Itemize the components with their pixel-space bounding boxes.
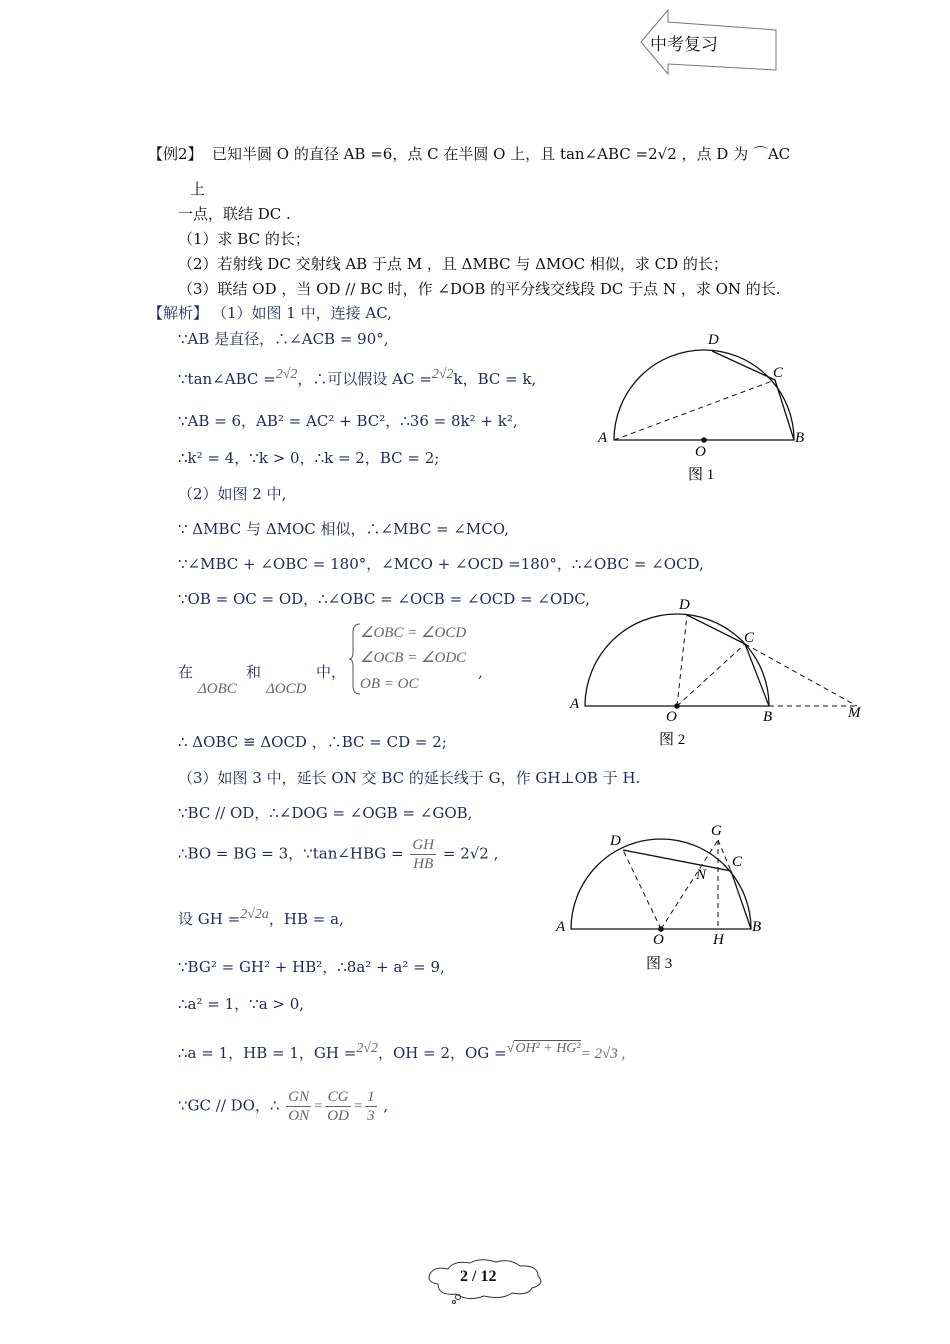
solution-line16a: ∵GC // DO，∴ xyxy=(178,1096,280,1115)
sqrt-term: 2√2 xyxy=(356,1041,378,1056)
fig1-label-c: C xyxy=(773,365,784,381)
fig2-caption: 图 2 xyxy=(659,732,686,748)
solution-step2: （2）如图 2 中, xyxy=(178,485,287,503)
fig3-label-d: D xyxy=(610,833,621,849)
fig3-label-c: C xyxy=(732,854,743,870)
fig3-semicircle xyxy=(571,839,751,929)
solution-step3: （3）如图 3 中，延长 ON 交 BC 的延长线于 G，作 GH⊥OB 于 H. xyxy=(178,769,641,787)
solution-line3: ∵AB = 6，AB² = AC² + BC²，∴36 = 8k² + k², xyxy=(178,412,518,430)
system-eq2: ∠OCB = ∠ODC xyxy=(360,650,467,666)
fig2-label-c: C xyxy=(744,630,755,646)
fig2-label-m: M xyxy=(848,705,861,721)
fig3-gc-line xyxy=(718,840,731,871)
fig2-cm-line xyxy=(745,644,857,706)
numerator: CG xyxy=(325,1088,351,1107)
figure-2 xyxy=(565,595,865,755)
denominator: OD xyxy=(327,1108,349,1124)
gh-value: 2√2a xyxy=(240,907,269,922)
fig1-semicircle xyxy=(614,350,794,440)
solution-line2 xyxy=(178,366,536,388)
sqrt-term: 2√2 xyxy=(431,367,454,382)
solution-line2c: k，BC = k, xyxy=(453,370,537,388)
solution-line12a: 设 GH = xyxy=(178,910,241,928)
solution-line7: ∵OB = OC = OD，∴∠OBC = ∠OCB = ∠OCD = ∠ODC, xyxy=(178,590,591,608)
fig2-label-a: A xyxy=(570,696,580,712)
fig2-semicircle xyxy=(585,614,769,706)
fig3-od-line xyxy=(623,850,661,929)
fig1-ac-line xyxy=(614,380,775,440)
solution-line15c: = 2√3 , xyxy=(580,1046,626,1062)
fig1-label-d: D xyxy=(708,332,719,348)
equals-sign: = xyxy=(352,1098,364,1115)
fig3-label-h: H xyxy=(713,932,724,948)
fig1-caption: 图 1 xyxy=(688,467,715,483)
denominator: HB xyxy=(413,856,434,872)
fraction-gh-hb xyxy=(410,836,436,873)
solution-line12 xyxy=(178,906,344,928)
page-number: 2 / 12 xyxy=(460,1268,497,1285)
sqrt-radicand: OH² + HG² xyxy=(515,1041,581,1056)
problem-line2: 一点，联结 DC . xyxy=(178,205,291,223)
fig3-center-dot xyxy=(658,926,664,932)
numerator: GH xyxy=(412,837,435,853)
equals-sign: = xyxy=(313,1098,324,1115)
numerator: GN xyxy=(288,1089,310,1105)
fraction-cg-od xyxy=(325,1088,351,1125)
header-tag-text: 中考复习 xyxy=(650,35,718,55)
question-3: （3）联结 OD ，当 OD // BC 时，作 ∠DOB 的平分线交线段 DC 于点 N ，求 ON 的长. xyxy=(178,280,781,298)
fig1-label-a: A xyxy=(598,430,608,446)
fraction-gn-on xyxy=(286,1088,311,1125)
solution-step1: （1）如图 1 中，连接 AC, xyxy=(212,304,392,322)
fig2-label-b: B xyxy=(763,709,773,725)
solution-line2b: ，∴可以假设 AC = xyxy=(297,370,432,388)
denominator: ON xyxy=(288,1108,310,1124)
problem-intro-cont: 上 xyxy=(190,180,206,198)
system-and: 和 xyxy=(246,663,262,681)
problem-intro: 已知半圆 O 的直径 AB =6，点 C 在半圆 O 上，且 tan∠ABC =2√2 ，点 D 为 ⌒AC xyxy=(212,145,791,163)
fig2-oc-line xyxy=(677,644,745,706)
system-comma: , xyxy=(478,663,483,681)
system-tri2: ΔOCD xyxy=(266,681,307,697)
fig3-label-b: B xyxy=(752,919,762,935)
solution-line5: ∵ ΔMBC 与 ΔMOC 相似，∴∠MBC = ∠MCO, xyxy=(178,520,509,538)
fig3-caption: 图 3 xyxy=(646,956,673,972)
solution-line16 xyxy=(178,1088,388,1125)
fig2-label-d: D xyxy=(679,597,690,613)
fig3-og-line xyxy=(661,840,718,929)
solution-line12b: ，HB = a, xyxy=(268,910,344,928)
fraction-one-third xyxy=(365,1088,377,1125)
solution-line1: ∵AB 是直径，∴∠ACB = 90°, xyxy=(178,330,389,348)
sqrt-symbol: √ xyxy=(506,1041,515,1056)
problem-label: 【例2】 xyxy=(148,145,203,163)
header-tag xyxy=(638,8,780,76)
solution-line2a: ∵tan∠ABC = xyxy=(178,370,276,388)
numerator: 1 xyxy=(367,1089,375,1105)
question-2: （2）若射线 DC 交射线 AB 于点 M ，且 ΔMBC 与 ΔMOC 相似，求 CD 的长； xyxy=(178,255,728,273)
fig3-label-n: N xyxy=(696,867,707,883)
fig1-label-o: O xyxy=(695,444,706,460)
figure-3 xyxy=(553,820,783,980)
fig2-center-dot xyxy=(674,703,680,709)
fig1-center-dot xyxy=(701,437,707,443)
solution-line14: ∴a² = 1，∵a > 0, xyxy=(178,995,305,1013)
solution-line15a: ∴a = 1，HB = 1，GH = xyxy=(178,1044,357,1062)
system-tri1: ΔOBC xyxy=(198,681,237,697)
system-eq3: OB = OC xyxy=(360,676,419,692)
solution-line4: ∴k² = 4，∵k > 0，∴k = 2，BC = 2; xyxy=(178,449,440,467)
solution-line6: ∵∠MBC + ∠OBC = 180°，∠MCO + ∠OCD =180°，∴∠OBC = ∠OCD, xyxy=(178,555,704,573)
question-1: （1）求 BC 的长； xyxy=(178,230,310,248)
fig3-label-g: G xyxy=(711,823,722,839)
system-mid: 中， xyxy=(316,663,347,681)
fig3-label-a: A xyxy=(556,919,566,935)
figure-1 xyxy=(590,325,820,495)
solution-line11a: ∴BO = BG = 3，∵tan∠HBG = xyxy=(178,844,404,863)
page-number-badge xyxy=(418,1256,548,1306)
solution-line10: ∵BC // OD，∴∠DOG = ∠OGB = ∠GOB, xyxy=(178,804,473,822)
fig3-label-o: O xyxy=(653,932,664,948)
fig1-label-b: B xyxy=(795,430,805,446)
system-in: 在 xyxy=(178,663,194,681)
sqrt-term: 2√2 xyxy=(275,367,298,382)
solution-line16b: , xyxy=(383,1096,389,1115)
solution-line15 xyxy=(178,1040,625,1063)
solution-label: 【解析】 xyxy=(148,304,209,322)
solution-line11 xyxy=(178,836,498,873)
fig2-label-o: O xyxy=(666,709,677,725)
solution-line15b: ，OH = 2，OG = xyxy=(377,1044,507,1062)
solution-line11b: = 2√2 , xyxy=(442,844,499,863)
solution-line9: ∴ ΔOBC ≌ ΔOCD ，∴BC = CD = 2; xyxy=(178,733,447,751)
denominator: 3 xyxy=(367,1108,375,1124)
system-eq1: ∠OBC = ∠OCD xyxy=(360,625,467,641)
solution-line13: ∵BG² = GH² + HB²，∴8a² + a² = 9, xyxy=(178,958,445,976)
fig2-od-line xyxy=(677,615,687,706)
